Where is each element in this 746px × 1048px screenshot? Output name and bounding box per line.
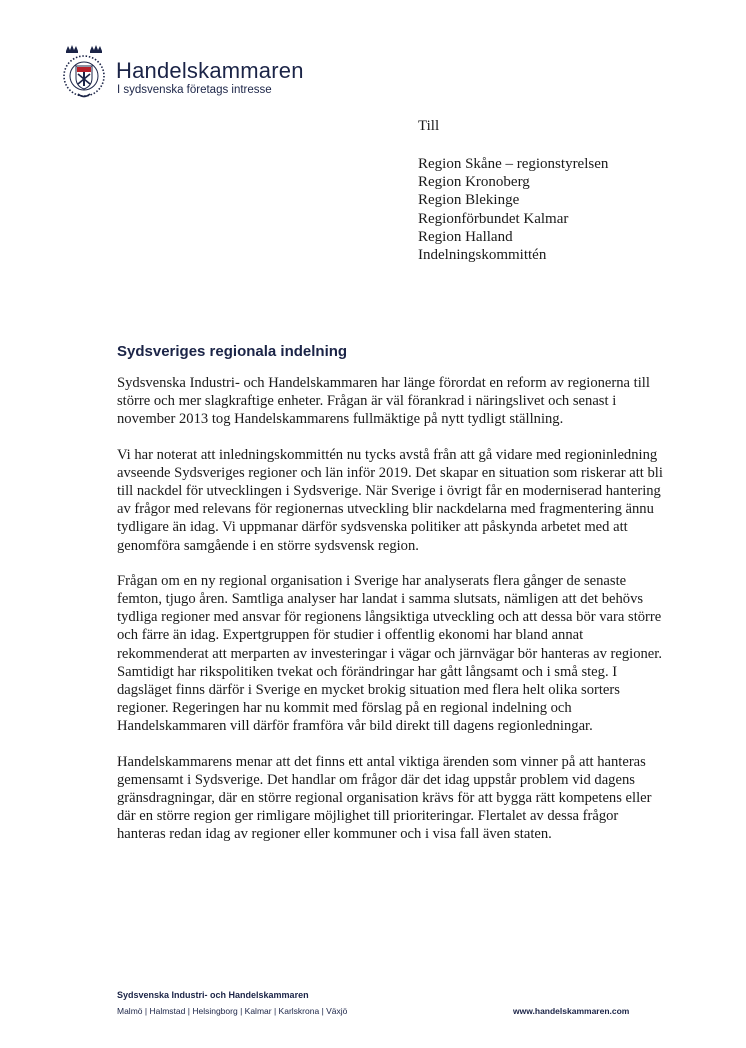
org-name: Handelskammaren xyxy=(116,58,304,83)
text-line: dagsläget finns därför i Sverige en mycket brokig situation med flera helt olika sorters xyxy=(117,682,620,699)
text-line: tydligare än idag. Vi uppmanar därför sydsvenska politiker att påskynda arbetet med att xyxy=(117,519,628,536)
crown-icon xyxy=(90,45,102,53)
recipient: Regionförbundet Kalmar xyxy=(418,210,569,227)
city: Växjö xyxy=(326,1006,348,1016)
city: Kalmar xyxy=(244,1006,272,1016)
text-line: och färre än idag. Expertgruppen för studier i offentlig ekonomi har bland annat xyxy=(117,627,584,644)
paragraph xyxy=(117,753,652,844)
paragraph xyxy=(117,374,650,429)
footer-cities xyxy=(117,1006,347,1016)
text-line: större och mer slagkraftige enheter. Frågan är väl förankrad i näringslivet och senast i xyxy=(117,393,617,410)
separator: | xyxy=(144,1006,150,1016)
separator: | xyxy=(240,1006,245,1016)
paragraph xyxy=(117,572,662,736)
text-line: avseende Sydsveriges regioner och län inför 2019. Det skapar en situation som riskerar att bli xyxy=(117,464,663,481)
text-line: Handelskammarens menar att det finns ett antal viktiga ärenden som vinner på att hanteras xyxy=(117,753,646,770)
city: Halmstad xyxy=(149,1006,186,1016)
text-line: hanteras redan idag av regioner eller kommuner och i visa fall även staten. xyxy=(117,826,552,843)
recipient-list xyxy=(418,155,608,264)
text-line: november 2013 tog Handelskammarens fullmäktige på nytt tydligt ställning. xyxy=(117,411,564,428)
recipient: Region Skåne – regionstyrelsen xyxy=(418,156,609,172)
text-line: gemensamt i Sydsverige. Det handlar om frågor där det idag uppstår problem vid dagens xyxy=(117,771,635,788)
handelskammaren-logo xyxy=(58,42,110,102)
separator: | xyxy=(273,1006,279,1016)
text-line: av frågor med relevans för regionernas utveckling blir nackdelarna med fragmentering ännu xyxy=(117,501,654,518)
footer-org-name: Sydsvenska Industri- och Handelskammaren xyxy=(117,990,309,1000)
text-line: till nackdel för utvecklingen i Sydsverige. När Sverige i övrigt får en moderniserad hantering xyxy=(117,483,661,500)
letter-heading: Sydsveriges regionala indelning xyxy=(117,343,348,360)
text-line: femton, tjugo åren. Samtliga analyser har landat i samma slutsats, nämligen att det behövs xyxy=(117,591,644,608)
text-line: Frågan om en ny regional organisation i Sverige har analyserats flera gånger de senaste xyxy=(117,572,627,589)
text-line: rekommenderat att merparten av investeringar i vägar och järnvägar bör hanteras av regioner. xyxy=(117,645,662,662)
paragraph xyxy=(117,446,663,555)
text-line: där en större region ger rimligare möjlighet till prioriteringar. Flertalet av dessa frågor xyxy=(117,808,619,825)
separator: | xyxy=(187,1006,193,1016)
text-line: Vi har noterat att inledningskommittén nu tycks avstå från att gå vidare med regioninledning xyxy=(117,446,658,463)
text-line: Handelskammaren vill därför framföra vår bild direkt till dagens regionledningar. xyxy=(117,718,593,735)
text-line: gränsdragningar, där en större regional organisation krävs för att bygga rätt kompetens eller xyxy=(117,790,652,807)
city: Helsingborg xyxy=(192,1006,238,1016)
address-till: Till xyxy=(418,118,440,134)
text-line: regioner. Regeringen har nu kommit med förslag på en regional indelning och xyxy=(117,700,572,717)
text-line: tydliga regioner med ansvar för regionens långsiktiga utveckling och att dessa bör vara större xyxy=(117,609,662,626)
city: Malmö xyxy=(117,1006,143,1016)
footer-website: www.handelskammaren.com xyxy=(513,1006,630,1016)
text-line: Sydsvenska Industri- och Handelskammaren har länge förordat en reform av regionerna till xyxy=(117,375,650,391)
letter-body xyxy=(117,374,663,861)
org-tagline: I sydsvenska företags intresse xyxy=(117,84,272,96)
recipient: Region Blekinge xyxy=(418,192,520,209)
crown-icon xyxy=(66,45,78,53)
text-line: Samtidigt har rikspolitiken tvekat och förändringar har gått långsamt och i små steg. I xyxy=(117,663,618,680)
city: Karlskrona xyxy=(278,1006,320,1016)
recipient: Region Halland xyxy=(418,228,513,245)
recipient: Indelningskommittén xyxy=(418,247,547,264)
text-line: genomföra samgående i en större sydsvensk region. xyxy=(117,537,419,554)
separator: | xyxy=(321,1006,327,1016)
recipient: Region Kronoberg xyxy=(418,174,530,191)
